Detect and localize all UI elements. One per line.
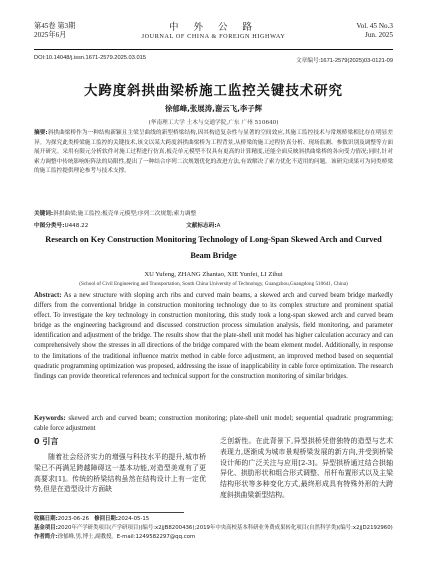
keywords-en-text: skewed arch and curved beam; construction monitoring; plate-shell unit model; sequential quadratic programming; cable force adjustment (34, 415, 393, 433)
authors-en: XU Yufeng, ZHANG Zhantao, XIE Yunfei, LI Zihui (144, 271, 283, 278)
received-date: 2023-06-26 (57, 516, 90, 522)
keywords-cn-text: 斜拱曲梁;施工监控;板壳单元模型;序列二次规划;索力调整 (53, 211, 197, 217)
revised-label: 修回日期: (94, 516, 118, 522)
authors-cn: 徐郁峰,张展涛,谢云飞,李子辉 (164, 104, 263, 113)
date-en: Jun. 2025 (365, 31, 393, 39)
journal-header (34, 22, 393, 50)
revised-date: 2024-05-15 (117, 516, 150, 522)
doi[interactable]: DOI:10.14048/j.issn.1671-2579.2025.03.015 (34, 55, 146, 61)
volume: Vol. 45 No.3 (356, 22, 393, 30)
date-cn: 2025年6月 (34, 31, 67, 39)
footnote-rule (34, 512, 184, 513)
doc-code (186, 223, 268, 229)
clc (34, 223, 136, 229)
abstract-en-text: As a new structure with sloping arch ribs and curved main beams, a skewed arch and curved beam bridge markedly differs from the conventional bridge in construction monitoring technology due to its complex structure and prominent spatial effect. To investigate the key technology in construction monitoring, this study took a long-span skewed arch and curved beam bridge as the engineering background and discussed construction process simulation analysis, field monitoring, and parameter identification and adjustment of the bridge. The results show that the plate-shell unit model has higher calculation accuracy and can comprehensively show the stresses in all directions of the bridge compared with the beam element model. Additionally, in response to the limitations of the traditional influence matrix method in cable force adjustment, an improved method based on sequential quadratic programming optimization was proposed, addressing the issue of inapplicability in cable force optimization. The research findings can provide theoretical references and technical support for the construction monitoring of similar bridges. (34, 292, 394, 380)
header-right (356, 22, 393, 40)
intro-right-text: 乏创新性。在此背景下,异型拱桥凭借独特的造型与艺术表现力,逐渐成为城市景观桥梁发展的新方向,并受到桥梁设计师的广泛关注与应用[2-3]。异型拱桥通过结合拱轴异化、拱肋形状和组合形式调整、吊杆布置形式以及主梁结构形状等多种变化方式,最终形成具有特殊外形的大跨度斜拱曲梁新型结构。 (220, 437, 393, 499)
abstract-cn-text: 斜拱曲梁桥作为一种结构新颖且主梁呈曲线的新型桥梁结构,因其构造复杂性与显著的空间效应,其施工监控技术与常规桥梁相比存在明显差异。为探究此类桥梁施工监控的关键技术,该文以某大跨度斜拱曲梁桥为工程背景,从桥梁的施工过程仿真分析、现场监测、参数识别及调整等方面展开研究。采用有限元分析软件对施工过程进行仿真,板壳单元模型不仅具有更高的计算精度,还能全面反映斜拱曲梁桥的各向受力情况;同时,针对索力调整中传统影响矩阵法的局限性,提出了一种结合序列二次规划优化的改进方法,有效解决了索力优化不适用的问题。该研究成果可为同类桥梁的施工监控提供理论参考与技术支撑。 (34, 130, 393, 174)
author-text: 徐郁峰,男,博士,副教授。E-mail:1249582297@qq.com (57, 534, 196, 541)
keywords-cn-label: 关键词: (34, 211, 54, 217)
clc-value: U448.22 (64, 223, 89, 229)
footnote (34, 515, 393, 543)
abstract-cn-label: 摘要: (34, 130, 48, 136)
intro-left-column (34, 452, 206, 495)
header-rule (34, 49, 393, 50)
clc-label: 中图分类号: (34, 223, 65, 229)
doc-code-value: A (216, 223, 221, 229)
title-cn: 大跨度斜拱曲梁桥施工监控关键技术研究 (83, 84, 344, 99)
article-number: 文章编号:1671-2579(2025)03-0121-09 (295, 58, 393, 64)
keywords-en (34, 414, 393, 434)
doc-code-label: 文献标志码: (186, 223, 217, 229)
received-label: 收稿日期: (34, 516, 58, 522)
intro-left-text: 随着社会经济实力的增强与科技水平的提升,城市桥梁已不再满足跨越障碍这一基本功能,对造型美观有了更高要求[1]。传统的桥梁结构虽然在结构设计上有一定优势,但是在造型设计方面缺 (34, 453, 206, 494)
affiliation-en: (School of Civil Engineering and Transportation, South China University of Technology, Guangzhou,Guangdong 510641, China) (79, 281, 348, 287)
abstract-en-label: Abstract: (34, 292, 62, 299)
classification-cn (34, 220, 393, 229)
header-center (34, 22, 393, 41)
footnote-author (34, 533, 393, 542)
journal-name-en: JOURNAL OF CHINA & FOREIGN HIGHWAY (141, 33, 286, 40)
keywords-cn (34, 208, 393, 217)
section-heading-intro: 0 引言 (34, 437, 59, 446)
journal-name-cn: 中 外 公 路 (168, 22, 259, 33)
keywords-en-label: Keywords: (34, 415, 66, 422)
abstract-en (34, 291, 393, 382)
intro-right-column (220, 436, 393, 501)
affiliation-cn: (华南理工大学 土木与交通学院,广东 广州 510640) (148, 120, 279, 126)
author-label: 作者简介: (34, 534, 58, 541)
footnote-dates (34, 515, 393, 524)
title-en: Research on Key Construction Monitoring Technology of Long-Span Skewed Arch and Curved Beam Bridge (45, 235, 382, 260)
fund-text: 2020年产学研类项目(产学研项目)(编号:x2jjB8200436);2019年中央高校基本科研业务费成果转化项目(自然科学类)(编号:x2jjD2192960) (57, 525, 393, 532)
issue-cn: 第45卷 第3期 (34, 22, 76, 30)
abstract-cn (34, 129, 393, 177)
footnote-fund (34, 524, 393, 533)
fund-label: 基金项目: (34, 525, 58, 532)
